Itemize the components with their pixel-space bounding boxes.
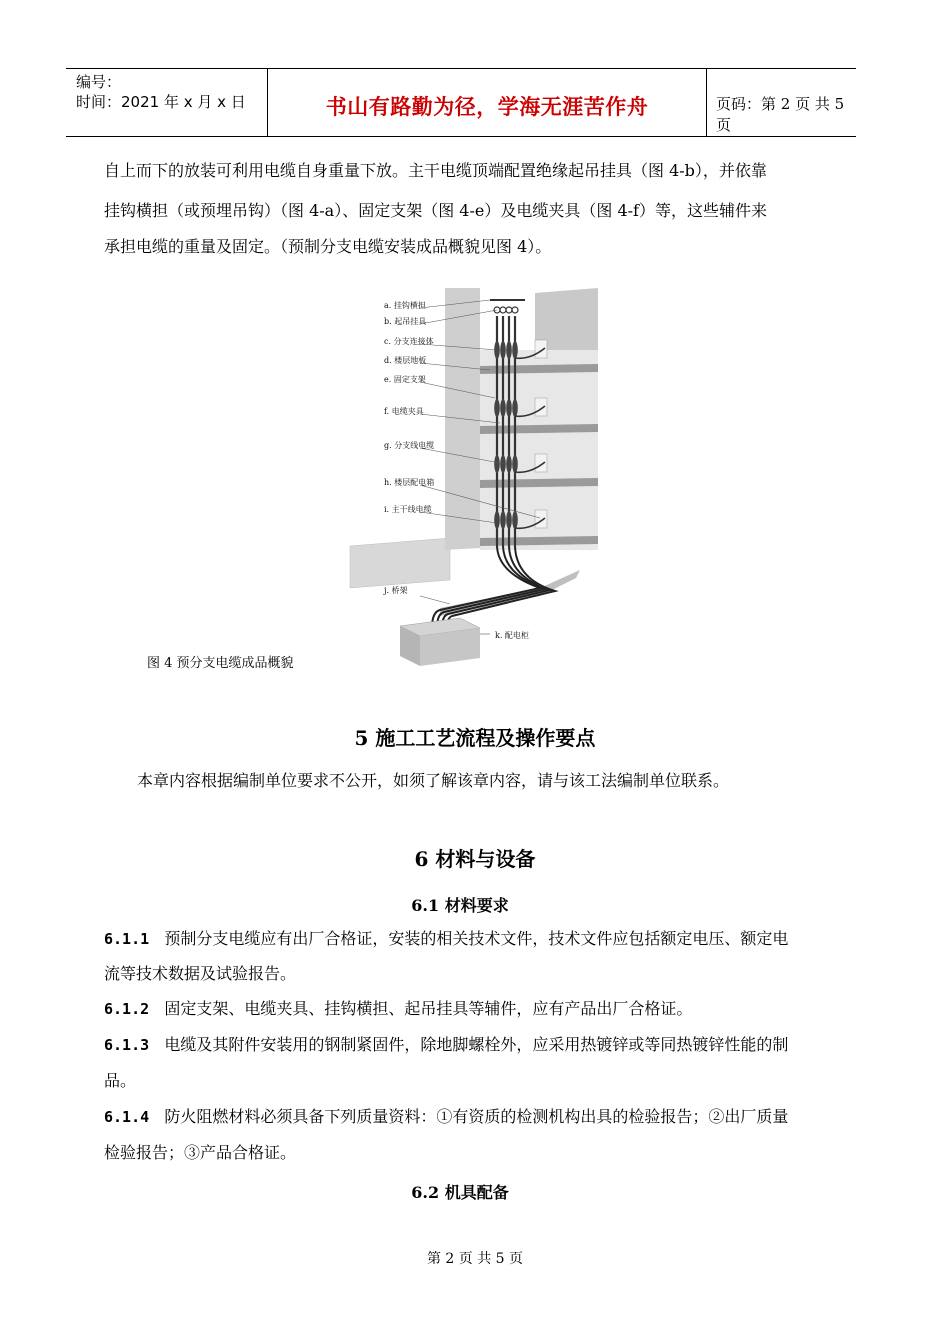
label-k: k. 配电柜 bbox=[495, 631, 529, 640]
floor-box-3 bbox=[535, 454, 547, 472]
header-meta-cell bbox=[66, 69, 267, 136]
page-footer: 第 2 页 共 5 页 bbox=[426, 1251, 524, 1267]
header-motto-cell bbox=[267, 69, 707, 136]
figure-caption: 图 4 预分支电缆成品概貌 bbox=[147, 656, 294, 671]
label-c: c. 分支连接体 bbox=[384, 337, 434, 346]
clause-6-1-1-cont: 流等技术数据及试验报告。 bbox=[104, 964, 297, 983]
floor-box-4 bbox=[535, 510, 547, 528]
tray-cables bbox=[432, 546, 555, 628]
label-i: i. 主干线电缆 bbox=[384, 505, 432, 514]
clause-6-1-4-cont: 检验报告；③产品合格证。 bbox=[104, 1143, 297, 1162]
clause-number: 6.1.3 bbox=[104, 1036, 150, 1054]
clause-number: 6.1.2 bbox=[104, 1000, 150, 1018]
lifting-hooks bbox=[494, 307, 518, 313]
label-g: g. 分支线电缆 bbox=[384, 441, 435, 450]
section-5-title: 5 施工工艺流程及操作要点 bbox=[354, 726, 596, 750]
clause-number: 6.1.1 bbox=[104, 930, 150, 948]
clause-text: 防火阻燃材料必须具备下列质量资料：①有资质的检测机构出具的检验报告；②出厂质量 bbox=[164, 1107, 789, 1126]
document-time-label: 时间：2021 年 x 月 x 日 bbox=[76, 93, 246, 111]
header-motto: 书山有路勤为径，学海无涯苦作舟 bbox=[325, 94, 649, 119]
label-a: a. 挂钩横担 bbox=[384, 301, 426, 310]
clause-text: 电缆及其附件安装用的钢制紧固件，除地脚螺栓外，应采用热镀锌或等同热镀锌性能的制 bbox=[164, 1035, 789, 1054]
clause-6-1-4 bbox=[104, 1109, 788, 1125]
section-6-1-title: 6.1 材料要求 bbox=[411, 896, 509, 915]
clause-number: 6.1.4 bbox=[104, 1108, 150, 1126]
section-6-title: 6 材料与设备 bbox=[414, 847, 536, 871]
label-b: b. 起吊挂具 bbox=[384, 317, 427, 326]
intro-line-1: 自上而下的放装可利用电缆自身重量下放。主干电缆顶端配置绝缘起吊挂具（图 4-b），并依靠 bbox=[104, 161, 767, 180]
floor-box-1 bbox=[535, 340, 547, 358]
label-j: j. 桥架 bbox=[384, 586, 408, 595]
section-5-text: 本章内容根据编制单位要求不公开，如须了解该章内容，请与该工法编制单位联系。 bbox=[137, 771, 730, 790]
header-page-number: 页码：第 2 页 共 5 页 bbox=[716, 95, 845, 134]
cable-installation-figure bbox=[340, 288, 610, 666]
label-f: f. 电缆夹具 bbox=[384, 407, 424, 416]
floor-box-2 bbox=[535, 398, 547, 416]
page-header bbox=[66, 68, 856, 137]
clause-6-1-3 bbox=[104, 1037, 788, 1053]
intro-line-3: 承担电缆的重量及固定。（预制分支电缆安装成品概貌见图 4）。 bbox=[104, 237, 552, 256]
label-d: d. 楼层地板 bbox=[384, 356, 427, 365]
intro-line-2: 挂钩横担（或预埋吊钩）（图 4-a）、固定支架（图 4-e）及电缆夹具（图 4-f）等，这些辅件来 bbox=[104, 201, 767, 220]
clause-6-1-3-cont: 品。 bbox=[104, 1071, 137, 1090]
section-6-2-title: 6.2 机具配备 bbox=[411, 1183, 509, 1202]
header-page-cell bbox=[706, 69, 856, 136]
clause-6-1-2 bbox=[104, 1001, 692, 1017]
ground-slab bbox=[350, 538, 450, 588]
clause-6-1-1 bbox=[104, 931, 788, 947]
clause-text: 固定支架、电缆夹具、挂钩横担、起吊挂具等辅件，应有产品出厂合格证。 bbox=[164, 999, 693, 1018]
label-h: h. 楼层配电箱 bbox=[384, 478, 435, 487]
document-number-label: 编号： bbox=[76, 73, 122, 91]
label-e: e. 固定支架 bbox=[384, 375, 426, 384]
clause-text: 预制分支电缆应有出厂合格证，安装的相关技术文件，技术文件应包括额定电压、额定电 bbox=[164, 929, 789, 948]
